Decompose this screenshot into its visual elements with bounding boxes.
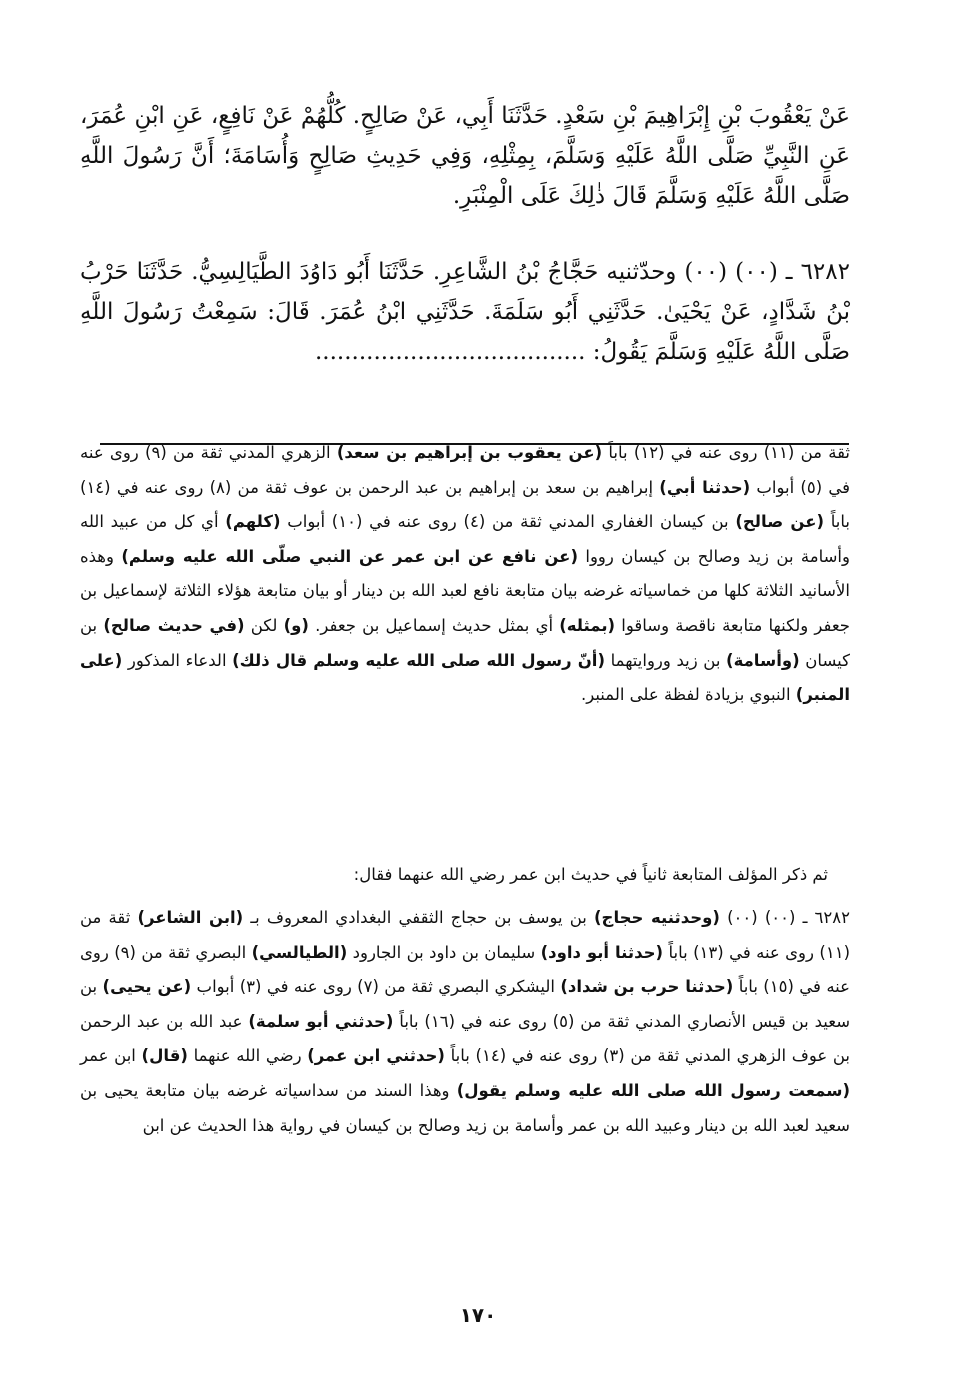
- commentary-text: سليمان بن داود بن الجارود: [347, 942, 541, 962]
- commentary-text: ثقة من (١١) روى عنه في (١٢) باباً: [602, 443, 851, 462]
- bold-citation: (عن نافع عن ابن عمر عن النبي صلّى الله عليه وسلم): [121, 546, 578, 566]
- bold-citation: (الطيالسي): [251, 942, 348, 962]
- bold-citation: (أنّ رسول الله صلى الله عليه وسلم قال ذلك): [232, 650, 606, 670]
- bold-citation: (ابن الشاعر): [137, 908, 244, 927]
- bold-citation: (حدثنا أبو داود): [540, 942, 664, 962]
- bold-citation: (حدثني ابن عمر): [307, 1046, 445, 1066]
- commentary-text: بن سعيد بن قيس الأنصاري المدني ثقة من (٥) روى عنه في (١٦) باباً: [80, 977, 851, 1031]
- commentary-text: بن كيسان: [80, 615, 850, 670]
- commentary-text: اليشكري البصري ثقة من (٧) روى عنه في (٣) أبواب: [191, 977, 561, 997]
- commentary-text: البصري ثقة من (٩) روى عنه في (١٥) باباً: [80, 942, 850, 997]
- bold-citation: (حدثني أبو سلمة): [248, 1011, 394, 1031]
- bold-citation: (حدثنا حرب بن شداد): [560, 977, 734, 997]
- commentary-text: ابن عمر: [80, 1046, 142, 1066]
- hadith-paragraph-1: عَنْ يَعْقُوبَ بْنِ إِبْرَاهِيمَ بْنِ سَعْدٍ. حَدَّثَنَا أَبِي، عَنْ صَالِحٍ. كُلُّهُمْ عَنْ نَافِعٍ، عَنِ ابْنِ عُمَرَ، عَنِ النَّبِيِّ صَلَّى اللَّهُ عَلَيْهِ وَسَلَّمَ، بِمِثْلِهِ، وَفِي حَدِيثِ صَالِحٍ وَأُسَامَةَ؛ أَنَّ رَسُولَ اللَّهِ صَلَّى اللَّهُ عَلَيْهِ وَسَلَّمَ قَالَ ذٰلِكَ عَلَى الْمِنْبَرِ.: [80, 103, 850, 209]
- bold-citation: (في حديث صالح): [103, 615, 245, 635]
- commentary-text: ثقة من (١١) روى عنه في (١٣) باباً: [80, 908, 850, 962]
- commentary-text: رضي الله عنهما: [187, 1046, 308, 1066]
- commentary-text: الزهري المدني ثقة من (٩) روى عنه في (٥) أبواب: [80, 443, 851, 497]
- commentary-text: بن زيد وروايتهما: [605, 650, 727, 670]
- commentary-text: ٦٢٨٢ ـ (٠٠) (٠٠): [719, 908, 850, 927]
- page-number: ١٧٠: [459, 1303, 497, 1327]
- commentary-text: أي كل من عبيد الله وأسامة بن زيد وصالح بن كيسان رووا: [80, 512, 850, 566]
- commentary-text: بن كيسان الغفاري المدني ثقة من (٤) روى عنه في (١٠) أبواب: [280, 512, 736, 532]
- commentary-paragraph-2: ثم ذكر المؤلف المتابعة ثانياً في حديث ابن عمر رضي الله عنهما فقال:: [353, 865, 828, 884]
- bold-citation: (عن صالح): [735, 512, 825, 532]
- hadith-paragraph-2: ٦٢٨٢ ـ (٠٠) (٠٠) وحدّثنيه حَجَّاجُ بْنُ الشَّاعِرِ. حَدَّثَنَا أَبُو دَاوُدَ الطَّيَالِسِيُّ. حَدَّثَنَا حَرْبُ بْنُ شَدَّادٍ، عَنْ يَحْيَىٰ. حَدَّثَنِي أَبُو سَلَمَةَ. حَدَّثَنِي ابْنُ عُمَرَ. قَالَ: سَمِعْتُ رَسُولَ اللَّهِ صَلَّى اللَّهُ عَلَيْهِ وَسَلَّمَ يَقُولُ: .....................................: [80, 259, 850, 365]
- commentary-text: عبد الله بن عبد الرحمن بن عوف الزهري المدني ثقة من (٣) روى عنه في (١٤) باباً: [80, 1011, 851, 1066]
- commentary-paragraph-3: [80, 901, 850, 1143]
- commentary-text: أي بمثل حديث إسماعيل بن جعفر.: [308, 615, 560, 635]
- bold-citation: (سمعت رسول الله صلى الله عليه وسلم يقول): [456, 1080, 850, 1100]
- commentary-text: الدعاء المذكور: [122, 650, 233, 670]
- commentary-text: بن يوسف بن حجاج الثقفي البغدادي المعروف بـ: [243, 908, 595, 927]
- commentary-text: وهذا السند من سداسياته غرضه بيان متابعة يحيى بن سعيد لعبد الله بن دينار وعبيد الله بن عمر وأسامة بن زيد وصالح بن كيسان في رواية هذا الحديث عن ابن: [80, 1080, 850, 1135]
- bold-citation: (و): [283, 615, 309, 635]
- commentary-text: النبوي بزيادة لفظة على المنبر.: [580, 685, 796, 705]
- bold-citation: (كلهم): [225, 512, 281, 532]
- bold-citation: (قال): [141, 1046, 188, 1066]
- commentary-text: لكن: [244, 615, 284, 635]
- bold-citation: (على المنبر): [80, 650, 850, 705]
- bold-citation: (حدثنا أبي): [659, 477, 751, 497]
- commentary-text: وهذه الأسانيد الثلاثة كلها من خماسياته غرضه بيان متابعة نافع لعبد الله بن دينار أو بيان متابعة هؤلاء الثلاثة لإسماعيل بن جعفر ولكنها متابعة ناقصة وساقوا: [80, 546, 850, 635]
- bold-citation: (وأسامة): [726, 650, 800, 670]
- bold-citation: (وحدثنيه حجاج): [594, 908, 720, 927]
- bold-citation: (عن يعقوب بن إبراهيم بن سعد): [336, 443, 603, 462]
- bold-citation: (بمثله): [559, 615, 616, 635]
- bold-citation: (عن يحيى): [102, 977, 192, 997]
- commentary-text: إبراهيم بن سعد بن إبراهيم بن عبد الرحمن بن عوف ثقة من (٨) روى عنه في (١٤) باباً: [80, 477, 851, 532]
- commentary-paragraph-1: [80, 436, 850, 713]
